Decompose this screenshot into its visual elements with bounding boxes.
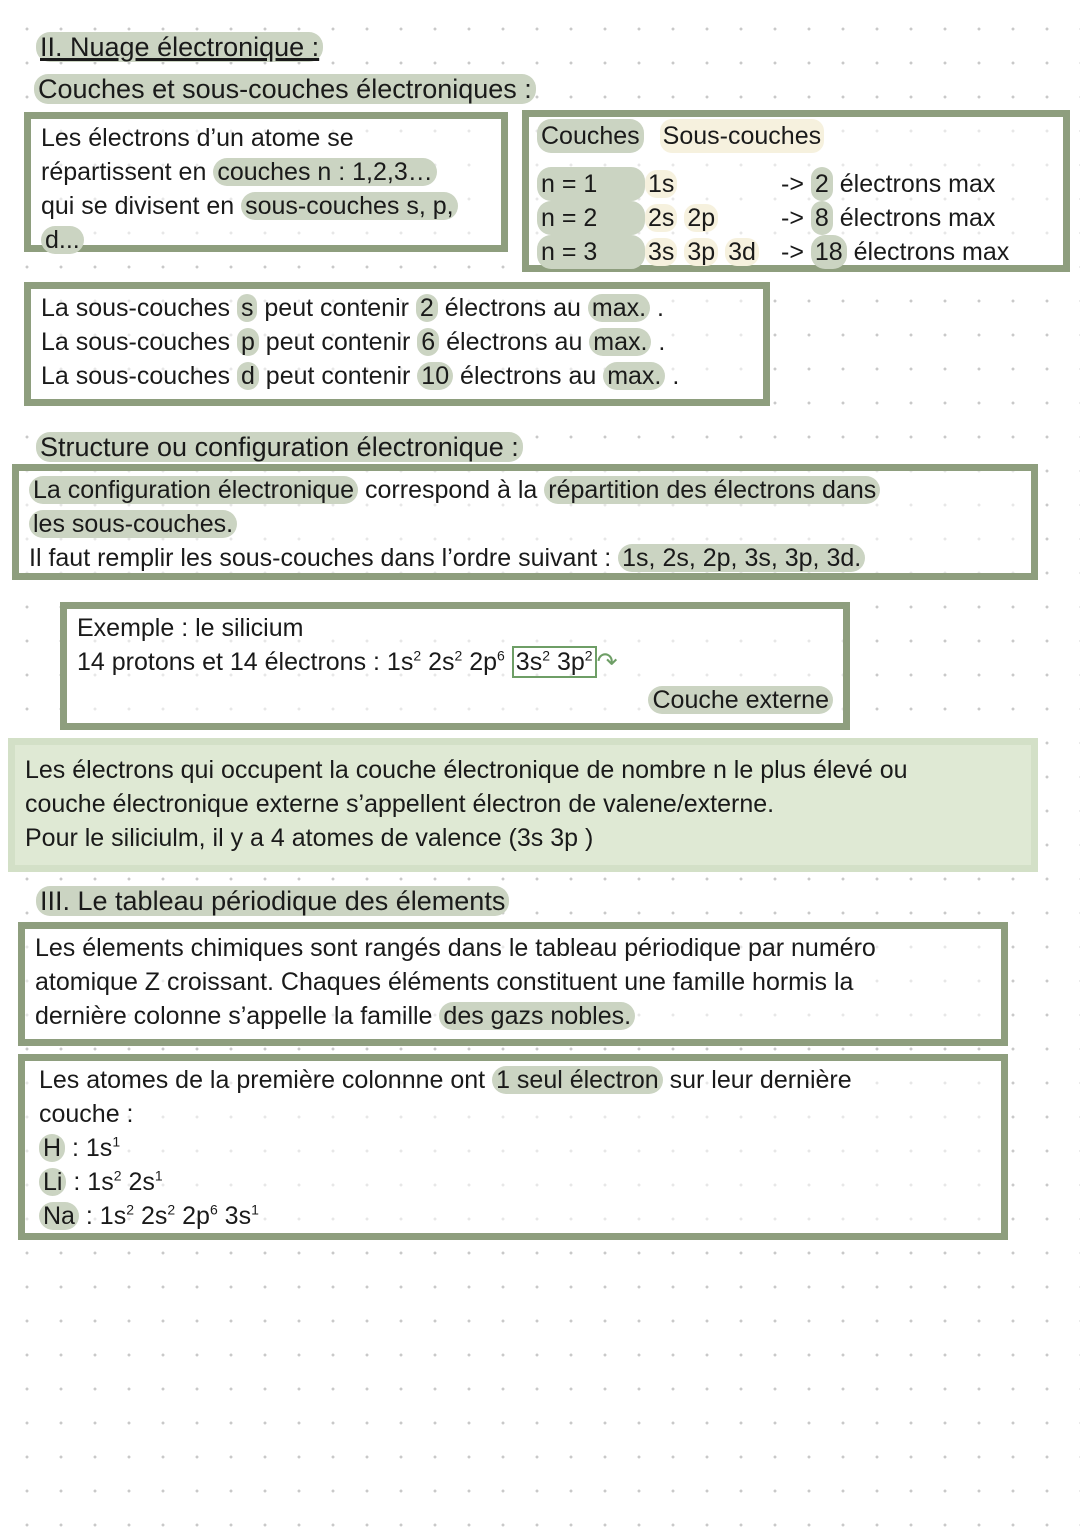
first-column-line: Les atomes de la première colonnne ont 1 seul électron sur leur dernière [39, 1066, 852, 1094]
intro-line: Les électrons d’un atome se [41, 124, 354, 152]
section-3-title: III. Le tableau périodique des élements [36, 884, 509, 918]
subtitle-couches: Couches et sous-couches électroniques : [34, 72, 536, 106]
example-title: Exemple : le silicium [77, 614, 304, 642]
valence-line: couche électronique externe s’appellent électron de valene/externe. [25, 790, 775, 818]
outer-shell-label: Couche externe [77, 683, 833, 717]
structure-line: les sous-couches. [29, 507, 1021, 541]
capacity-box [24, 282, 770, 406]
periodic-line: Les élements chimiques sont rangés dans le tableau périodique par numéro [35, 934, 876, 962]
capacity-line: La sous-couches s peut contenir 2 électrons au max. . [41, 294, 664, 322]
element-config: H : $1s^1$ [39, 1131, 987, 1165]
table-row: n = 1 1s -> 2 électrons max [537, 167, 1055, 201]
valence-line: Les électrons qui occupent la couche électronique de nombre n le plus élevé ou [25, 756, 908, 784]
table-row: n = 2 2s 2p -> 8 électrons max [537, 201, 1055, 235]
valence-line: Pour le siliciulm, il y a 4 atomes de valence (3s 3p ) [25, 824, 594, 852]
periodic-box [18, 922, 1008, 1046]
structure-line: Il faut remplir les sous-couches dans l’ordre suivant : 1s, 2s, 2p, 3s, 3p, 3d. [29, 541, 1021, 575]
intro-box [24, 112, 508, 252]
section-2-title: II. Nuage électronique : [36, 30, 323, 64]
capacity-line: La sous-couches p peut contenir 6 électrons au max. . [41, 328, 666, 356]
first-column-box [18, 1054, 1008, 1240]
intro-line: répartissent en couches n : 1,2,3… [41, 155, 491, 189]
structure-line: La configuration électronique correspond à la répartition des électrons dans [29, 473, 1021, 507]
first-column-line: couche : [39, 1100, 134, 1128]
structure-box [12, 464, 1038, 580]
intro-line: d... [41, 223, 491, 257]
element-config: Na : $1s^2$ $2s^2$ $2p^6$ $3s^1$ [39, 1199, 987, 1233]
periodic-line: atomique Z croissant. Chaques éléments constituent une famille hormis la [35, 968, 854, 996]
periodic-line: dernière colonne s’appelle la famille des gazs nobles. [35, 999, 991, 1033]
example-config: 14 protons et 14 électrons : $1s^2$ $2s^2$ $2p^6$ $3s^2$ $3p^2$ ↷ [77, 647, 618, 676]
shell-table [522, 110, 1070, 272]
table-header: Couches Sous-couches [537, 119, 1055, 153]
intro-line: qui se divisent en sous-couches s, p, [41, 189, 491, 223]
capacity-line: La sous-couches d peut contenir 10 électrons au max. . [41, 362, 680, 390]
table-row: n = 3 3s 3p 3d -> 18 électrons max [537, 235, 1055, 269]
element-config: Li : $1s^2$ $2s^1$ [39, 1165, 987, 1199]
valence-box [8, 738, 1038, 872]
structure-title: Structure ou configuration électronique : [36, 430, 523, 464]
example-box [60, 602, 850, 730]
